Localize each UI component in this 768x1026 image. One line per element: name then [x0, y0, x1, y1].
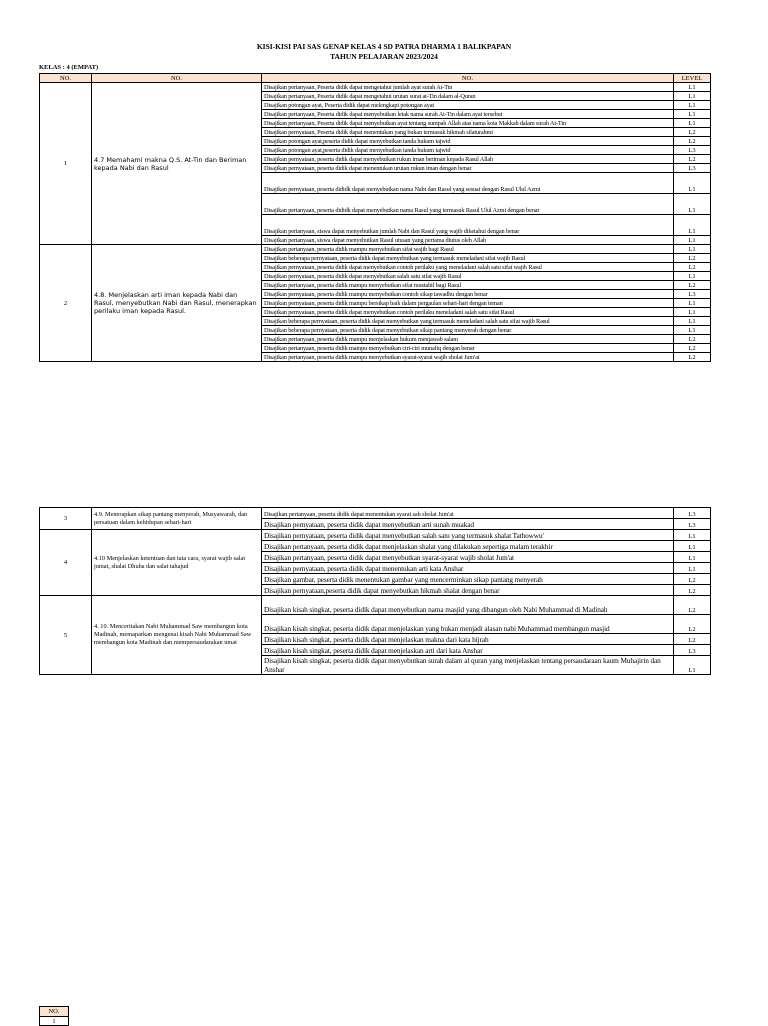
level-cell: L1	[674, 530, 711, 541]
indicator-cell: Disajikan pernyataan, peserta didik dapat menyebutkan arti sunah muakad	[262, 519, 674, 530]
indicator-cell: Disajikan kisah singkat, peserta didik dapat menjelaskan yang bukan menjadi alasan nabi Muhammad membangun masjid	[262, 615, 674, 634]
level-cell: L1	[674, 215, 711, 236]
indicator-cell: Disajikan pertanyaan, peserta didik mampu menyebutkan sifat wajib bagi Rasul	[262, 245, 674, 254]
indicator-cell: Disajikan pertanyaan, siswa dapat menyebutkan Rasul utusan yang pertama diutus oleh Allah	[262, 236, 674, 245]
indicator-cell: Disajikan pertanyaan, peserta didik dapat menentukan syarat sah sholat Jum'at	[262, 508, 674, 519]
document-title-line1: KISI-KISI PAI SAS GENAP KELAS 4 SD PATRA DHARMA 1 BALIKPAPAN	[256, 42, 512, 51]
table-row	[40, 530, 711, 541]
header-indicator: NO.	[262, 74, 674, 83]
kisi-kisi-table-part3	[39, 1006, 69, 1026]
indicator-cell: Disajikan pernyataan, peserta didik mampu bersikap baik dalam pergaulan sehari-hari dengan teman	[262, 299, 674, 308]
indicator-cell: Disajikan pertanyaan, Peserta didik dapat menyebutkan letak nama surah At-Tin dalam ayat tersebut	[262, 110, 674, 119]
header-level: LEVEL	[674, 74, 711, 83]
competency-cell: 4. 10. Menceritakan Nabi Muhammad Saw membangun kota Madinah, memaparkan mengenai kisah Nabi Muhammad Saw membangun kota Madinah dan mempersaudarakan umat	[92, 596, 262, 675]
header-kd: NO.	[92, 74, 262, 83]
indicator-cell: Disajikan potongan ayat,peserta didik dapat menyebutkan tanda hukum tajwid	[262, 137, 674, 146]
indicator-cell: Disajikan pertanyaan, Peserta didik dapat mengetahui urutan surat at-Tin dalam al-Quran	[262, 92, 674, 101]
competency-cell: 4.10 Menjelaskan ketentuan dan tata cara, syarat wajib salat jumat, shalat Dhuha dan salat tahajud	[92, 530, 262, 596]
indicator-cell: Disajikan pertanyaan, Peserta didik dapat mengetahui jumlah ayat surah At-Tin	[262, 83, 674, 92]
kisi-kisi-table-part2	[39, 507, 711, 675]
kisi-kisi-table-part1	[39, 73, 711, 362]
level-cell: L1	[674, 194, 711, 215]
level-cell: L2	[674, 353, 711, 362]
level-cell: L2	[674, 596, 711, 615]
indicator-cell: Disajikan pernyataan, peserta didik dapat menyebutkan salah satu sifat wajib Rasul	[262, 272, 674, 281]
indicator-cell: Disajikan beberapa pernyataan, peserta didik dapat menyebutkan yang termasuk meneladani salah satu sifat wajib Rasul	[262, 317, 674, 326]
level-cell: L2	[674, 344, 711, 353]
group-number: 5	[40, 596, 92, 675]
level-cell: L3	[674, 164, 711, 173]
level-cell: L1	[674, 317, 711, 326]
indicator-cell: Disajikan pertanyaan, peserta dididk dapat menyebutkan nama Rasul yang termasuk Rasul Ulul Azmi dengan benar	[262, 194, 674, 215]
indicator-cell: Disajikan pernyataan, peserta dididk dapat menyebutkan nama Nabi dan Rasul yang sesuai dengan Rasul Ulul Azmi	[262, 173, 674, 194]
table-header-row	[40, 74, 711, 83]
level-cell: L1	[674, 119, 711, 128]
indicator-cell: Disajikan pertanyaan, peserta didik mampu menyebutkan ciri-ciri munafiq dengan benar	[262, 344, 674, 353]
header-no: NO.	[40, 74, 92, 83]
level-cell: L1	[674, 656, 711, 675]
indicator-cell: Disajikan pernyataan, peserta didik mampu menyebutkan contoh sikap tawadhu dengan benar	[262, 290, 674, 299]
indicator-cell: Disajikan pertanyaan, peserta didik dapat menyebutkan syarat-syarat wajib sholat Jum'at	[262, 552, 674, 563]
competency-cell: 4.7 Memahami makna Q.S. At-Tin dan Beriman kepada Nabi dan Rasul	[92, 83, 262, 245]
level-cell: L1	[674, 552, 711, 563]
indicator-cell: Disajikan pernyataan, peserta didik dapat menyebutkan contoh perilaku yang meneladani salah satu sifat wajib Rasul	[262, 263, 674, 272]
group-number: 3	[40, 508, 92, 530]
indicator-cell: Disajikan kisah singkat, peserta didik dapat menyebutkan nama masjid yang dibangun oleh Nabi Muhammad di Madinah	[262, 596, 674, 615]
indicator-cell: Disajikan kisah singkat, peserta didik dapat menjelaskan arti dari kata Anshar	[262, 645, 674, 656]
level-cell: L1	[674, 92, 711, 101]
level-cell: L3	[674, 645, 711, 656]
table-row	[40, 83, 711, 92]
level-cell: L1	[674, 308, 711, 317]
competency-cell: 4.8. Menjelaskan arti iman kepada Nabi dan Rasul, menyebutkan Nabi dan Rasul, menerapkan perilaku iman kepada Rasul.	[92, 245, 262, 362]
table-row	[40, 245, 711, 254]
indicator-cell: Disajikan pertanyaan, peserta didik mampu menyebutkan sifat mustahil bagi Rasul	[262, 281, 674, 290]
level-cell: L1	[674, 299, 711, 308]
row-number-bottom: 1	[40, 1017, 69, 1026]
header-no-bottom: NO.	[40, 1007, 69, 1017]
level-cell: L1	[674, 83, 711, 92]
indicator-cell: Disajikan pernyataan, peserta didik dapat menentukan urutan rukun iman dengan benar	[262, 164, 674, 173]
indicator-cell: Disajikan pertanyaan, siswa dapat menyebutkan jumlah Nabi dan Rasul yang wajib diketahui dengan benar	[262, 215, 674, 236]
indicator-cell: Disajikan gambar, peserta didik menentukan gambar yang mencerminkan sikap pantang menyerah	[262, 574, 674, 585]
indicator-cell: Disajikan pertanyaan, peserta didik dapat menjelaskan shalat yang dilakukan sepertiga malam terakhir	[262, 541, 674, 552]
group-number: 4	[40, 530, 92, 596]
level-cell: L2	[674, 254, 711, 263]
indicator-cell: Disajikan beberapa pernyataan, peserta didik dapat menyebutkan yang termasuk meneladani sifat wajib Rasul	[262, 254, 674, 263]
indicator-cell: Disajikan pernyataan, peserta didik dapat menentukan arti kata Anshar	[262, 563, 674, 574]
indicator-cell: Disajikan kisah singkat, peserta didik dapat menyebutkan surah dalam al quran yang menjelaskan tentang persaudaraan kaum Muhajirin dan Anshar	[262, 656, 674, 675]
indicator-cell: Disajikan pernyataan, Peserta didik dapat menentukan yang bukan termasuk hikmah silaturahmi	[262, 128, 674, 137]
level-cell: L2	[674, 137, 711, 146]
level-cell: L2	[674, 574, 711, 585]
level-cell: L2	[674, 281, 711, 290]
level-cell: L2	[674, 155, 711, 164]
indicator-cell: Disajikan potongan ayat, Peserta didik dapat melengkapi potongan ayat	[262, 101, 674, 110]
level-cell: L1	[674, 110, 711, 119]
level-cell: L1	[674, 563, 711, 574]
indicator-cell: Disajikan pernyataan,peserta didik dapat menyebutkan hikmah shalat dengan benar	[262, 585, 674, 596]
level-cell: L3	[674, 508, 711, 519]
competency-cell: 4.9. Menerapkan sikap pantang menyerah, Musyawarah, dan persatuan dalam kehidupan sehari-hari	[92, 508, 262, 530]
group-number: 1	[40, 83, 92, 245]
level-cell: L2	[674, 615, 711, 634]
indicator-cell: Disajikan pernyataan, peserta didik dapat menyebutkan contoh perilaku meneladani salah satu sifat Rasul	[262, 308, 674, 317]
indicator-cell: Disajikan pernyataan, peserta didik dapat menyebutkan salah satu yang termasuk shalat Tathowwu'	[262, 530, 674, 541]
indicator-cell: Disajikan pertanyaan, Peserta didik dapat menyebutkan ayat tentang sumpah Allah atas nama kota Makkah dalam surah At-Tin	[262, 119, 674, 128]
indicator-cell: Disajikan pertanyaan, peserta didik mampu menjelaskan hukum menjawab salam	[262, 335, 674, 344]
level-cell: L1	[674, 101, 711, 110]
document-title-line2: TAHUN PELAJARAN 2023/2024	[330, 52, 438, 61]
level-cell: L1	[674, 173, 711, 194]
class-label: KELAS : 4 (EMPAT)	[39, 64, 99, 71]
group-number: 2	[40, 245, 92, 362]
level-cell: L2	[674, 128, 711, 137]
table-row	[40, 508, 711, 519]
level-cell: L3	[674, 519, 711, 530]
level-cell: L1	[674, 236, 711, 245]
level-cell: L3	[674, 146, 711, 155]
level-cell: L1	[674, 272, 711, 281]
level-cell: L1	[674, 245, 711, 254]
level-cell: L1	[674, 541, 711, 552]
level-cell: L2	[674, 263, 711, 272]
level-cell: L2	[674, 585, 711, 596]
level-cell: L3	[674, 290, 711, 299]
indicator-cell: Disajikan pernyataan, peserta didik dapat menyebutkan rukun iman beriman kepada Rasul Allah	[262, 155, 674, 164]
indicator-cell: Disajikan kisah singkat, peserta didik dapat menjelaskan makna dari kata hijrah	[262, 634, 674, 645]
level-cell: L2	[674, 634, 711, 645]
indicator-cell: Disajikan beberapa pernyataan, peserta didik dapat menyebutkan sikap pantang menyerah dengan benar	[262, 326, 674, 335]
level-cell: L2	[674, 335, 711, 344]
indicator-cell: Disajikan pertanyaan, peserta didik mampu menyebutkan syarat-syarat wajib sholat Jum'at	[262, 353, 674, 362]
table-row	[40, 596, 711, 615]
level-cell: L1	[674, 326, 711, 335]
indicator-cell: Disajikan potongan ayat,peserta didik dapat menyebutkan tanda hukum tajwid	[262, 146, 674, 155]
